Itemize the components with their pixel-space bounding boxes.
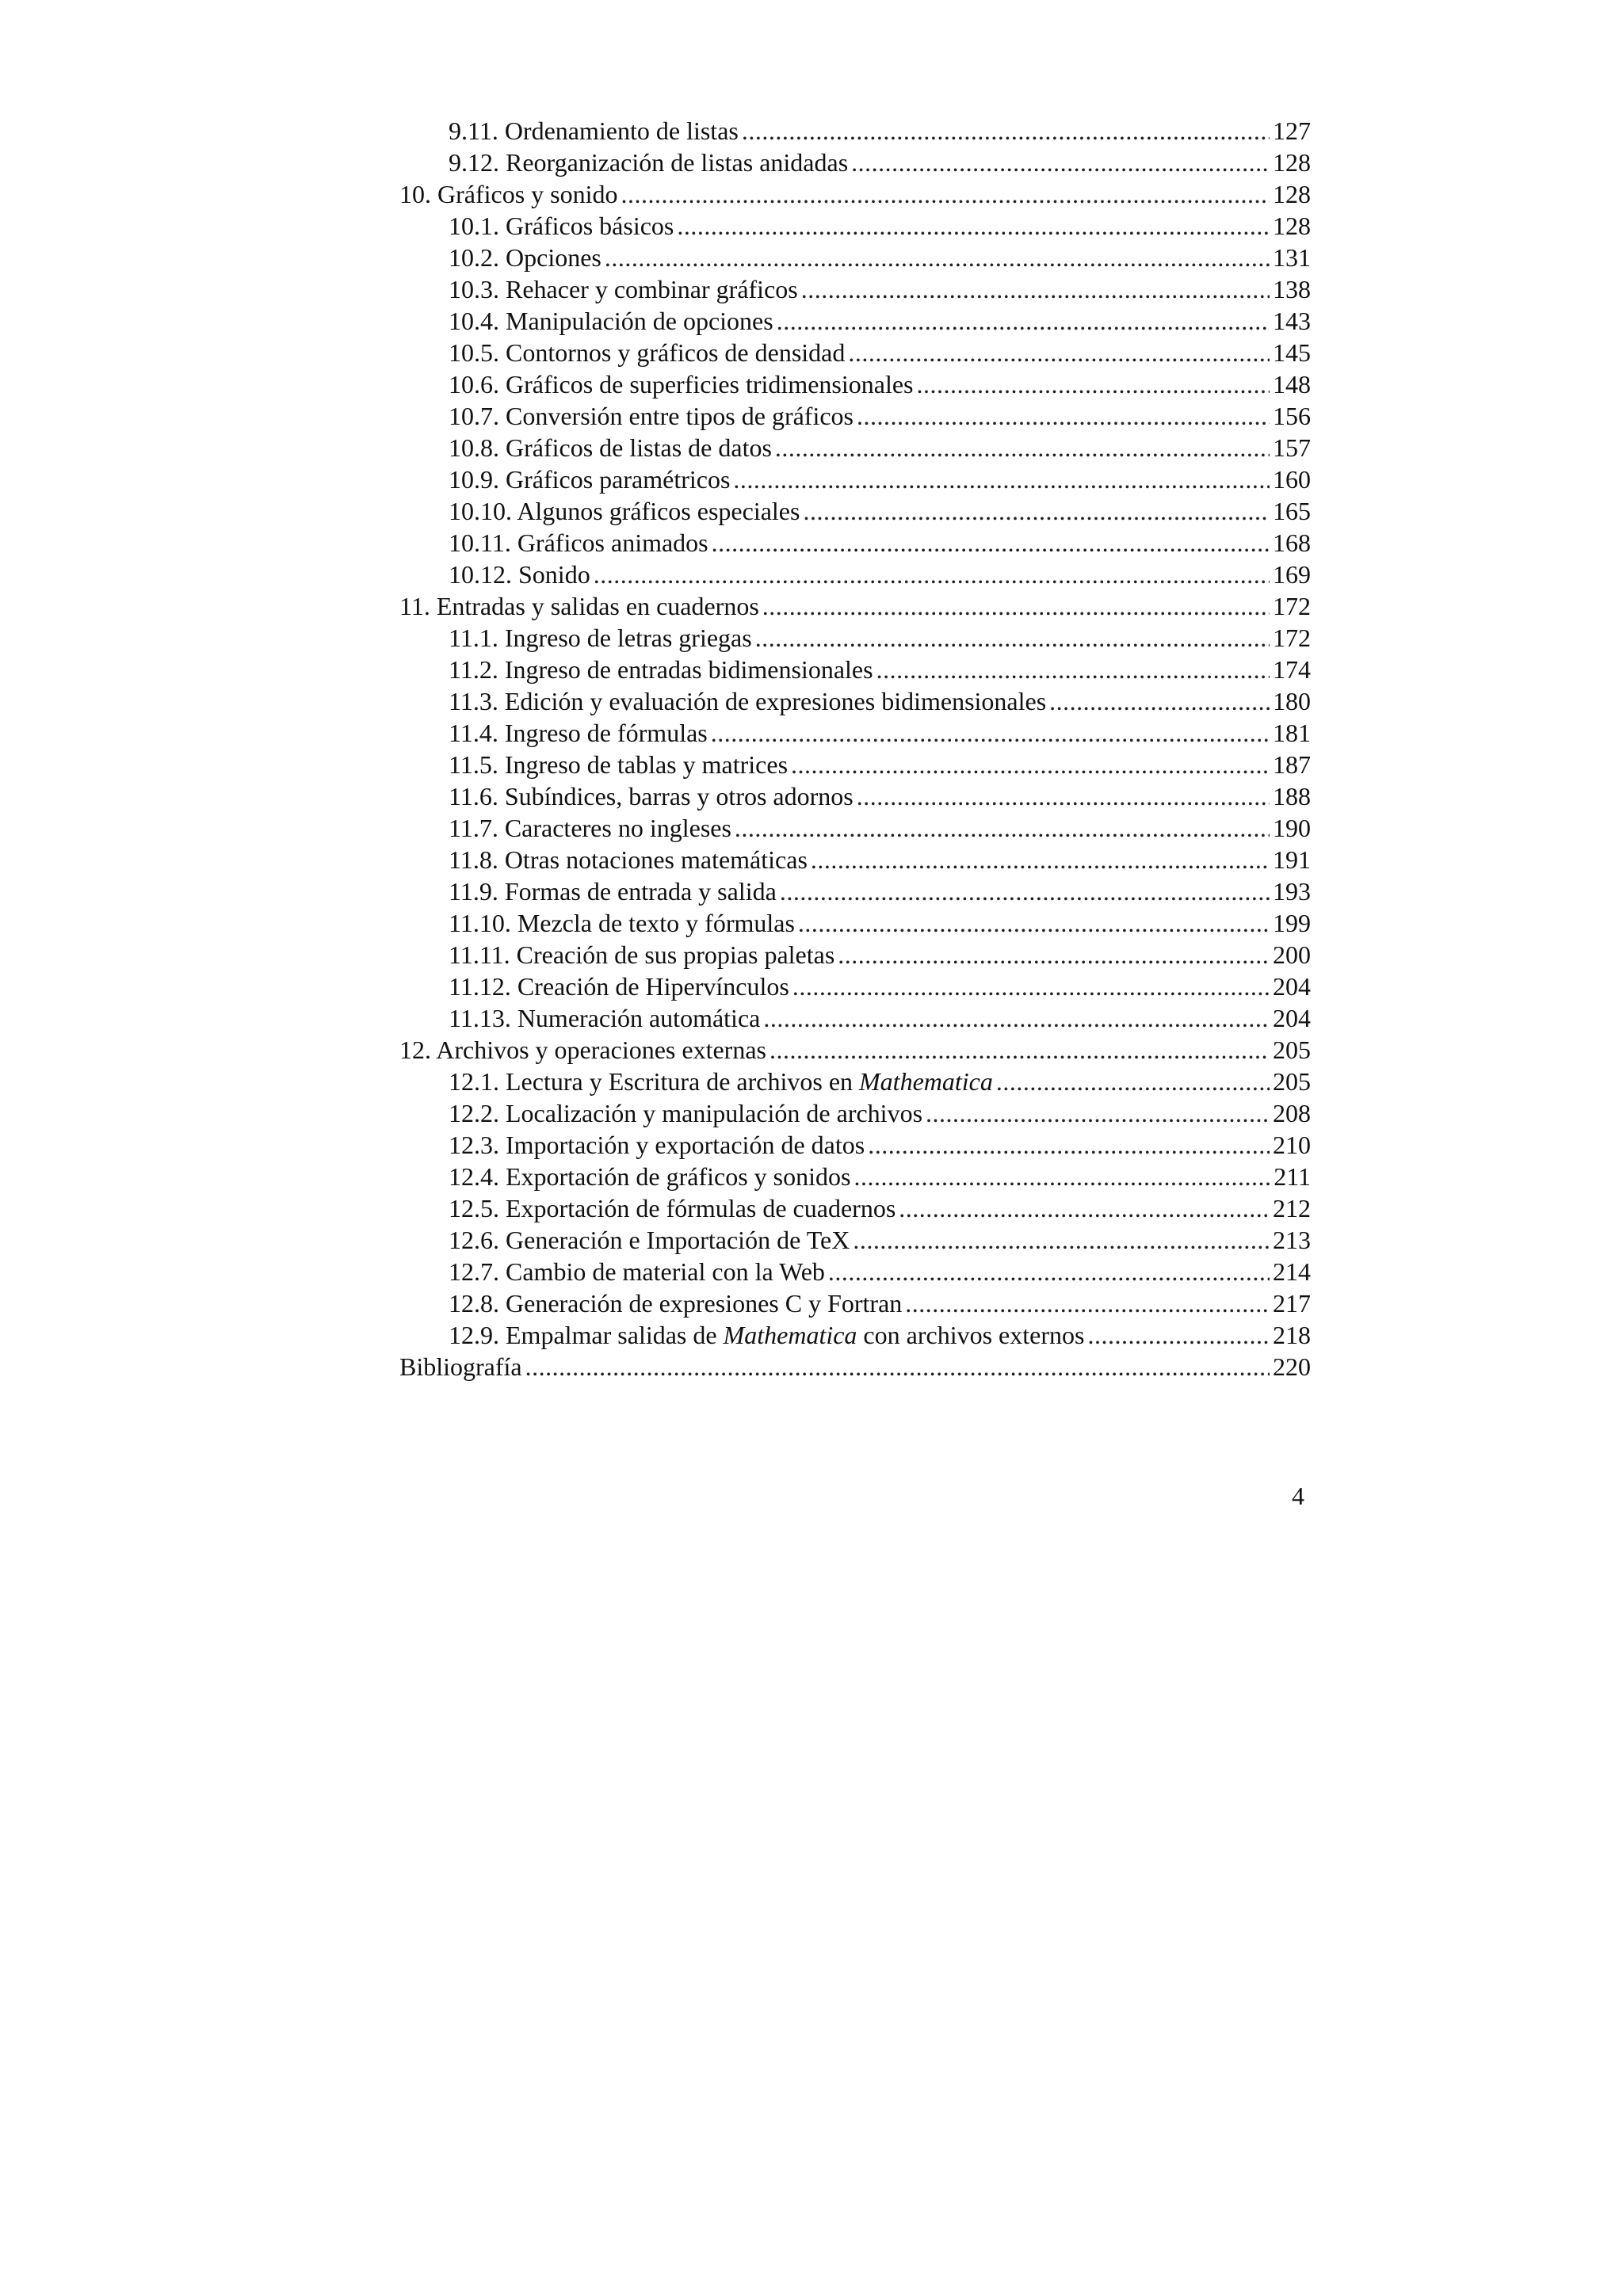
toc-entry-title-text: 10. Gráficos y sonido [399, 180, 618, 208]
toc-entry-title-text: Bibliografía [399, 1352, 522, 1381]
toc-entry-title-text: 10.3. Rehacer y combinar gráficos [449, 275, 798, 303]
toc-entry-page: 199 [1273, 909, 1311, 937]
toc-entry-page: 205 [1273, 1035, 1311, 1064]
toc-entry-title-text: 11.13. Numeración automática [449, 1004, 761, 1032]
toc-entry-title [399, 590, 759, 622]
toc-entry-page: 168 [1273, 528, 1311, 557]
dot-leader [853, 1224, 1270, 1256]
dot-leader [755, 622, 1270, 654]
toc-entry-page: 204 [1273, 1004, 1311, 1032]
toc-entry-page: 213 [1273, 1226, 1311, 1254]
table-of-contents [399, 115, 1311, 1383]
toc-entry-page: 127 [1273, 116, 1311, 145]
toc-entry-title-text: 10.4. Manipulación de opciones [449, 307, 773, 335]
toc-entry-title-text: 10.6. Gráficos de superficies tridimensionales [449, 370, 914, 399]
toc-entry-page: 208 [1273, 1099, 1311, 1127]
toc-entry-page: 156 [1273, 402, 1311, 430]
dot-leader [742, 115, 1270, 147]
toc-section-entry[interactable] [399, 685, 1311, 717]
toc-section-entry[interactable] [399, 305, 1311, 337]
toc-entry-title [449, 939, 834, 971]
toc-entry-title [449, 907, 795, 939]
toc-entry-title-text: 12.1. Lectura y Escritura de archivos en [449, 1067, 860, 1096]
toc-entry-title-text: 11.11. Creación de sus propias paletas [449, 940, 835, 969]
toc-entry-page: 187 [1273, 750, 1311, 779]
toc-entry-page: 174 [1273, 655, 1311, 684]
dot-leader [801, 273, 1270, 305]
dot-leader [899, 1192, 1270, 1224]
toc-section-entry[interactable] [399, 463, 1311, 495]
dot-leader [851, 147, 1270, 178]
toc-entry-title-text: 11.5. Ingreso de tablas y matrices [449, 750, 789, 779]
toc-section-entry[interactable] [399, 875, 1311, 907]
dot-leader [996, 1066, 1270, 1097]
toc-entry-title-text: 9.11. Ordenamiento de listas [449, 116, 739, 145]
toc-entry-page: 188 [1273, 782, 1311, 810]
dot-leader [798, 907, 1270, 939]
toc-entry-title [449, 1002, 760, 1034]
toc-entry-title-text: 11.10. Mezcla de texto y fórmulas [449, 909, 795, 937]
toc-entry-title [449, 844, 808, 875]
toc-entry-title-text: 9.12. Reorganización de listas anidadas [449, 148, 849, 177]
toc-entry-page: 191 [1273, 845, 1311, 874]
toc-entry-page: 180 [1273, 687, 1311, 715]
toc-entry-title-text: 11.4. Ingreso de fórmulas [449, 719, 708, 747]
toc-entry-title-text: 12. Archivos y operaciones externas [399, 1035, 766, 1064]
toc-entry-title-text-after: con archivos externos [857, 1321, 1085, 1349]
dot-leader [775, 432, 1270, 463]
toc-section-entry[interactable] [399, 242, 1311, 273]
toc-entry-title [449, 812, 731, 844]
dot-leader [828, 1256, 1270, 1287]
toc-entry-title [449, 273, 798, 305]
toc-entry-title-text: 12.5. Exportación de fórmulas de cuadernos [449, 1194, 896, 1222]
toc-entry-page: 193 [1273, 877, 1311, 906]
toc-section-entry[interactable] [399, 1319, 1311, 1351]
dot-leader [677, 210, 1270, 242]
toc-entry-page: 128 [1273, 180, 1311, 208]
dot-leader [763, 1002, 1270, 1034]
toc-entry-title [449, 780, 854, 812]
toc-section-entry[interactable] [399, 147, 1311, 178]
toc-entry-title [449, 463, 730, 495]
toc-entry-page: 217 [1273, 1289, 1311, 1318]
toc-entry-title-text: 12.8. Generación de expresiones C y Fortran [449, 1289, 903, 1318]
toc-entry-page: 138 [1273, 275, 1311, 303]
toc-entry-page: 131 [1273, 243, 1311, 272]
toc-section-entry[interactable] [399, 939, 1311, 971]
toc-section-entry[interactable] [399, 622, 1311, 654]
page-number: 4 [1292, 1482, 1304, 1510]
toc-chapter-entry[interactable] [399, 1034, 1311, 1066]
toc-entry-title-text: 10.2. Opciones [449, 243, 601, 272]
dot-leader [780, 875, 1270, 907]
toc-entry-title [449, 749, 788, 780]
toc-section-entry[interactable] [399, 1256, 1311, 1287]
toc-entry-title [449, 210, 674, 242]
toc-section-entry[interactable] [399, 1287, 1311, 1319]
toc-entry-page: 157 [1273, 433, 1311, 462]
dot-leader [857, 400, 1270, 432]
dot-leader [525, 1351, 1270, 1383]
toc-section-entry[interactable] [399, 971, 1311, 1002]
toc-section-entry[interactable] [399, 400, 1311, 432]
toc-entry-title [449, 1192, 896, 1224]
toc-entry-title-text: 10.7. Conversión entre tipos de gráficos [449, 402, 854, 430]
toc-entry-title-text: 11.8. Otras notaciones matemáticas [449, 845, 808, 874]
dot-leader [712, 527, 1270, 559]
dot-leader [905, 1287, 1270, 1319]
toc-entry-page: 218 [1273, 1321, 1311, 1349]
toc-section-entry[interactable] [399, 115, 1311, 147]
dot-leader [711, 717, 1270, 749]
toc-section-entry[interactable] [399, 495, 1311, 527]
toc-entry-title-text: 12.3. Importación y exportación de datos [449, 1131, 865, 1159]
toc-entry-page: 212 [1273, 1194, 1311, 1222]
dot-leader [1049, 685, 1270, 717]
toc-entry-page: 211 [1274, 1162, 1311, 1191]
toc-chapter-entry[interactable] [399, 1351, 1311, 1383]
toc-entry-title-text: 11.7. Caracteres no ingleses [449, 814, 731, 842]
toc-entry-title-text: 11.1. Ingreso de letras griegas [449, 624, 752, 652]
dot-leader [868, 1129, 1270, 1161]
toc-section-entry[interactable] [399, 432, 1311, 463]
toc-entry-title [449, 717, 708, 749]
dot-leader [762, 590, 1270, 622]
dot-leader [838, 939, 1270, 971]
toc-entry-title [449, 1256, 825, 1287]
toc-section-entry[interactable] [399, 907, 1311, 939]
toc-section-entry[interactable] [399, 1066, 1311, 1097]
toc-entry-title-text: 12.2. Localización y manipulación de archivos [449, 1099, 923, 1127]
toc-entry-title [449, 337, 845, 368]
dot-leader [1087, 1319, 1270, 1351]
toc-entry-title-text: 12.6. Generación e Importación de TeX [449, 1226, 850, 1254]
toc-entry-page: 205 [1273, 1067, 1311, 1096]
toc-entry-title-text: 10.10. Algunos gráficos especiales [449, 497, 800, 525]
toc-section-entry[interactable] [399, 273, 1311, 305]
toc-entry-title [399, 178, 618, 210]
toc-chapter-entry[interactable] [399, 178, 1311, 210]
toc-entry-page: 172 [1273, 624, 1311, 652]
toc-entry-title-text: 12.9. Empalmar salidas de [449, 1321, 724, 1349]
toc-entry-page: 165 [1273, 497, 1311, 525]
dot-leader [733, 463, 1270, 495]
dot-leader [605, 242, 1270, 273]
toc-entry-title [449, 527, 708, 559]
toc-entry-title [449, 495, 800, 527]
toc-section-entry[interactable] [399, 1192, 1311, 1224]
toc-entry-page: 145 [1273, 338, 1311, 367]
toc-entry-page: 181 [1273, 719, 1311, 747]
toc-entry-title [449, 432, 772, 463]
toc-section-entry[interactable] [399, 1129, 1311, 1161]
toc-entry-page: 143 [1273, 307, 1311, 335]
toc-entry-page: 172 [1273, 592, 1311, 620]
toc-entry-title-italic: Mathematica [723, 1321, 857, 1349]
toc-entry-title [449, 1287, 902, 1319]
dot-leader [876, 654, 1270, 685]
toc-section-entry[interactable] [399, 559, 1311, 590]
dot-leader [917, 368, 1270, 400]
toc-entry-title [449, 971, 789, 1002]
dot-leader [803, 495, 1270, 527]
toc-entry-title-italic: Mathematica [859, 1067, 993, 1096]
dot-leader [926, 1097, 1270, 1129]
toc-entry-title-text: 11.12. Creación de Hipervínculos [449, 972, 789, 1001]
dot-leader [621, 178, 1270, 210]
dot-leader [791, 749, 1270, 780]
toc-entry-title [399, 1034, 766, 1066]
toc-entry-title-text: 10.1. Gráficos básicos [449, 212, 674, 240]
dot-leader [735, 812, 1270, 844]
toc-section-entry[interactable] [399, 717, 1311, 749]
toc-entry-title [449, 115, 739, 147]
toc-entry-page: 210 [1273, 1131, 1311, 1159]
toc-entry-title [449, 1066, 993, 1097]
toc-entry-title [449, 654, 873, 685]
toc-section-entry[interactable] [399, 654, 1311, 685]
toc-entry-title [449, 622, 752, 654]
dot-leader [854, 1161, 1270, 1192]
toc-entry-page: 204 [1273, 972, 1311, 1001]
toc-entry-title [449, 1161, 850, 1192]
toc-entry-page: 190 [1273, 814, 1311, 842]
toc-entry-title-text: 11.3. Edición y evaluación de expresiones bidimensionales [449, 687, 1047, 715]
toc-entry-title [449, 1319, 1084, 1351]
toc-section-entry[interactable] [399, 812, 1311, 844]
toc-entry-title [449, 1097, 922, 1129]
toc-entry-title-text: 10.11. Gráficos animados [449, 528, 708, 557]
toc-section-entry[interactable] [399, 844, 1311, 875]
dot-leader [594, 559, 1270, 590]
toc-section-entry[interactable] [399, 527, 1311, 559]
toc-entry-page: 160 [1273, 465, 1311, 494]
toc-entry-title [449, 305, 773, 337]
toc-entry-title [449, 368, 914, 400]
toc-entry-title-text: 10.5. Contornos y gráficos de densidad [449, 338, 846, 367]
dot-leader [848, 337, 1270, 368]
toc-entry-title [449, 147, 848, 178]
toc-section-entry[interactable] [399, 1002, 1311, 1034]
dot-leader [792, 971, 1270, 1002]
toc-entry-title [399, 1351, 522, 1383]
toc-entry-title-text: 11.9. Formas de entrada y salida [449, 877, 777, 906]
toc-entry-title [449, 685, 1046, 717]
toc-section-entry[interactable] [399, 1224, 1311, 1256]
toc-entry-title-text: 11. Entradas y salidas en cuadernos [399, 592, 759, 620]
toc-entry-title [449, 559, 590, 590]
toc-entry-page: 148 [1273, 370, 1311, 399]
toc-entry-title-text: 11.6. Subíndices, barras y otros adornos [449, 782, 854, 810]
toc-section-entry[interactable] [399, 337, 1311, 368]
toc-entry-title-text: 10.12. Sonido [449, 560, 590, 589]
dot-leader [811, 844, 1270, 875]
toc-entry-page: 128 [1273, 212, 1311, 240]
dot-leader [769, 1034, 1270, 1066]
toc-entry-page: 169 [1273, 560, 1311, 589]
toc-entry-page: 128 [1273, 148, 1311, 177]
toc-section-entry[interactable] [399, 210, 1311, 242]
toc-section-entry[interactable] [399, 749, 1311, 780]
toc-entry-title [449, 242, 601, 273]
toc-entry-page: 200 [1273, 940, 1311, 969]
toc-entry-title-text: 12.7. Cambio de material con la Web [449, 1257, 825, 1286]
toc-entry-page: 220 [1273, 1352, 1311, 1381]
toc-section-entry[interactable] [399, 1161, 1311, 1192]
dot-leader [857, 780, 1270, 812]
toc-entry-title [449, 1129, 865, 1161]
toc-entry-title-text: 11.2. Ingreso de entradas bidimensionales [449, 655, 873, 684]
toc-chapter-entry[interactable] [399, 590, 1311, 622]
toc-entry-title [449, 400, 854, 432]
toc-entry-title-text: 12.4. Exportación de gráficos y sonidos [449, 1162, 851, 1191]
toc-section-entry[interactable] [399, 1097, 1311, 1129]
toc-entry-page: 214 [1273, 1257, 1311, 1286]
toc-entry-title-text: 10.8. Gráficos de listas de datos [449, 433, 772, 462]
toc-entry-title [449, 875, 777, 907]
toc-section-entry[interactable] [399, 780, 1311, 812]
toc-entry-title [449, 1224, 850, 1256]
toc-section-entry[interactable] [399, 368, 1311, 400]
toc-entry-title-text: 10.9. Gráficos paramétricos [449, 465, 731, 494]
dot-leader [777, 305, 1270, 337]
